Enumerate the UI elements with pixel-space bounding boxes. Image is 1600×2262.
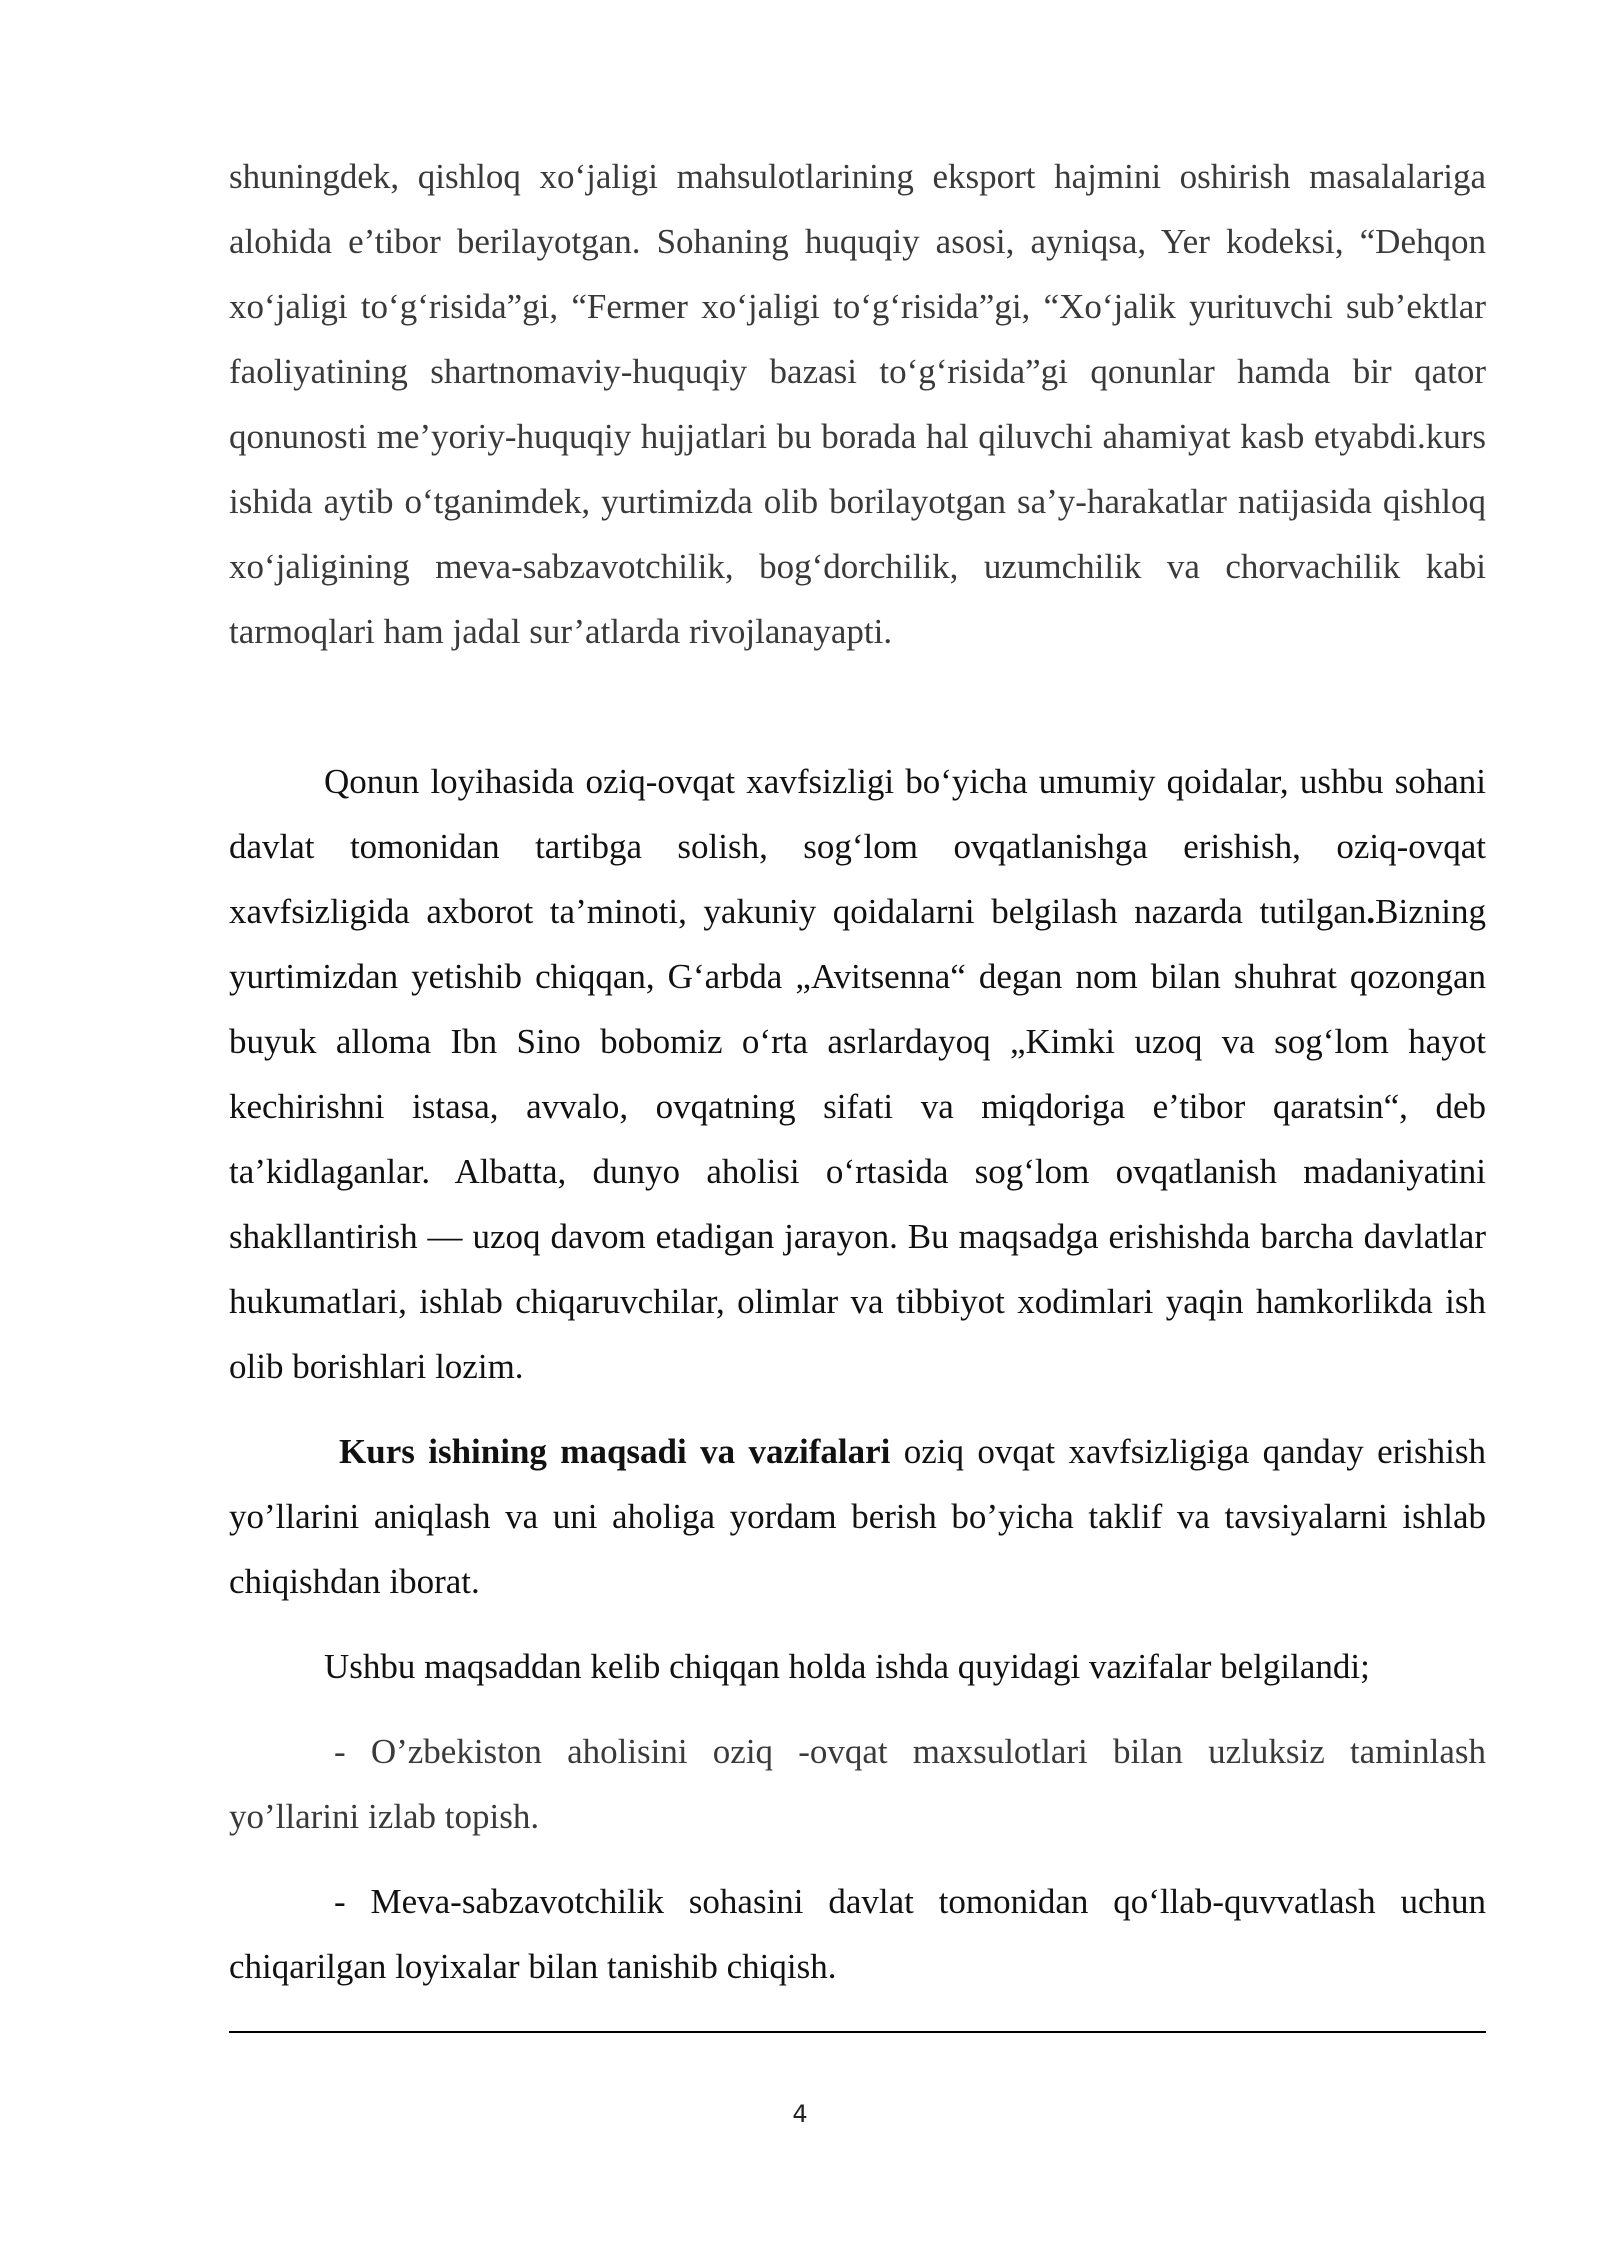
list-item-1-text: - O’zbekiston aholisini oziq -ovqat maxsulotlari bilan uzluksiz taminlash yo’llarini izlab topish. <box>229 1732 1486 1836</box>
paragraph-4 <box>229 1634 1486 1699</box>
paragraph-4-text: Ushbu maqsaddan kelib chiqqan holda ishda quyidagi vazifalar belgilandi; <box>324 1647 1370 1686</box>
paragraph-3 <box>229 1419 1486 1614</box>
paragraph-3-body <box>229 1419 1486 1614</box>
list-item-2 <box>229 1869 1486 1999</box>
paragraph-2 <box>229 749 1486 1399</box>
paragraph-1 <box>229 144 1486 664</box>
paragraph-2-body <box>229 749 1486 1399</box>
paragraph-1-text: shuningdek, qishloq xo‘jaligi mahsulotlarining eksport hajmini oshirish masalalariga alohida e’tibor berilayotgan. Sohaning huquqiy asosi, ayniqsa, Yer kodeksi, “Dehqon xo‘jaligi to‘g‘risida”gi, “Fermer xo‘jaligi to‘g‘risida”gi, “Xo‘jalik yurituvchi sub’ektlar faoliyatining shartnomaviy-huquqiy bazasi to‘g‘risida”gi qonunlar hamda bir qator qonunosti me’yoriy-huquqiy hujjatlari bu borada hal qiluvchi ahamiyat kasb etyabdi.kurs ishida aytib o‘tganimdek, yurtimizda olib borilayotgan sa’y-harakatlar natijasida qishloq xo‘jaligining meva-sabzavotchilik, bog‘dorchilik, uzumchilik va chorvachilik kabi tarmoqlari ham jadal sur’atlarda rivojlanayapti. <box>229 157 1486 651</box>
list-item-2-text: - Meva-sabzavotchilik sohasini davlat tomonidan qo‘llab-quvvatlash uchun chiqarilgan loyixalar bilan tanishib chiqish. <box>229 1882 1486 1986</box>
paragraph-2-bold-dot: . <box>1366 892 1376 931</box>
paragraph-2-text-a: Qonun loyihasida oziq-ovqat xavfsizligi bo‘yicha umumiy qoidalar, ushbu sohani davlat tomonidan tartibga solish, sog‘lom ovqatlanishga erishish, oziq-ovqat xavfsizligida axborot ta’minoti, yakuniy qoidalarni belgilash nazarda tutilgan <box>229 762 1486 931</box>
paragraph-3-text: oziq ovqat xavfsizligiga qanday erishish yo’llarini aniqlash va uni aholiga yordam berish bo’yicha taklif va tavsiyalarni ishlab chiqishdan iborat. <box>229 1432 1486 1601</box>
page-number: 4 <box>792 2100 808 2128</box>
paragraph-3-heading: Kurs ishining maqsadi va vazifalari <box>339 1432 891 1471</box>
footer-divider <box>229 2031 1486 2033</box>
paragraph-2-text-b: Bizning yurtimizdan yetishib chiqqan, G‘arbda „Avitsenna“ degan nom bilan shuhrat qozongan buyuk alloma Ibn Sino bobomiz o‘rta asrlardayoq „Kimki uzoq va sog‘lom hayot kechirishni istasa, avvalo, ovqatning sifati va miqdoriga e’tibor qaratsin“, deb ta’kidlaganlar. Albatta, dunyo aholisi o‘rtasida sog‘lom ovqatlanish madaniyatini shakllantirish — uzoq davom etadigan jarayon. Bu maqsadga erishishda barcha davlatlar hukumatlari, ishlab chiqaruvchilar, olimlar va tibbiyot xodimlari yaqin hamkorlikda ish olib borishlari lozim. <box>229 892 1486 1386</box>
list-item-1 <box>229 1719 1486 1849</box>
